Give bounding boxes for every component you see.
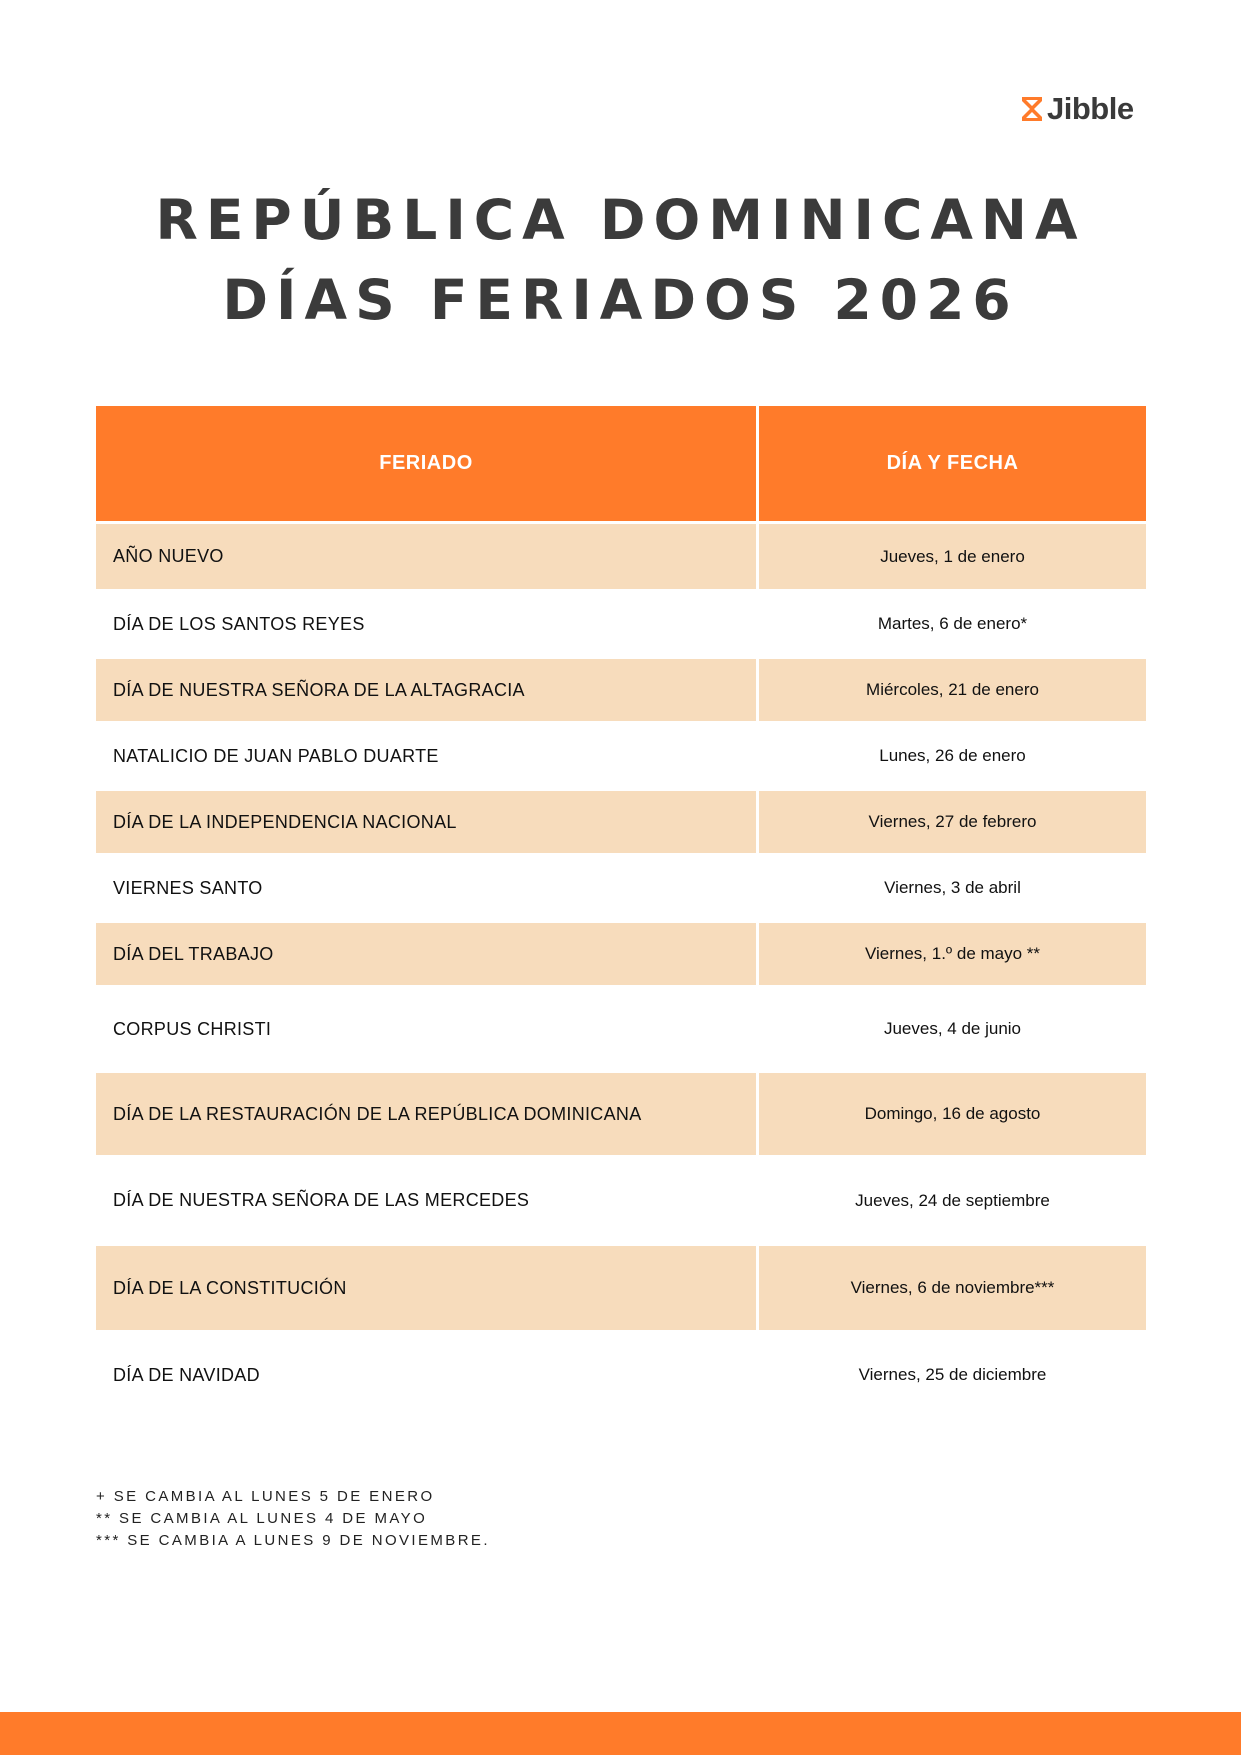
holidays-table — [96, 406, 1146, 1420]
table-row — [96, 791, 1146, 853]
title-line-2: DÍAS FERIADOS 2026 — [222, 268, 1019, 332]
table-row — [96, 1330, 1146, 1420]
title-line-1: REPÚBLICA DOMINICANA — [155, 188, 1086, 252]
holiday-date: Viernes, 25 de diciembre — [858, 1365, 1047, 1384]
footnotes — [96, 1486, 490, 1552]
holiday-date: Viernes, 3 de abril — [884, 878, 1021, 897]
holiday-name: DÍA DE NUESTRA SEÑORA DE LA ALTAGRACIA — [96, 659, 756, 721]
page-title — [0, 180, 1241, 340]
holiday-date: Lunes, 26 de enero — [879, 746, 1026, 765]
jibble-logo — [1020, 92, 1134, 126]
holiday-date: Jueves, 24 de septiembre — [855, 1190, 1050, 1210]
table-row — [96, 853, 1146, 923]
holiday-name: CORPUS CHRISTI — [113, 1018, 272, 1039]
logo-wordmark: Jibble — [1047, 91, 1134, 126]
holiday-date: Jueves, 1 de enero — [759, 524, 1146, 589]
footer-bar — [0, 1712, 1241, 1755]
table-row — [96, 721, 1146, 791]
holiday-name: DÍA DE LA INDEPENDENCIA NACIONAL — [96, 791, 756, 853]
table-row — [96, 589, 1146, 659]
holiday-date: Domingo, 16 de agosto — [759, 1073, 1146, 1155]
holiday-name: DÍA DE NAVIDAD — [113, 1364, 260, 1385]
holiday-name: AÑO NUEVO — [96, 524, 756, 589]
header-holiday: FERIADO — [96, 406, 756, 521]
holiday-name: VIERNES SANTO — [113, 877, 263, 898]
holiday-date: Jueves, 4 de junio — [883, 1019, 1022, 1038]
holiday-name: DÍA DE LA CONSTITUCIÓN — [96, 1246, 756, 1330]
footnote: + SE CAMBIA AL LUNES 5 DE ENERO — [96, 1488, 435, 1505]
holiday-name: DÍA DE LOS SANTOS REYES — [113, 613, 365, 634]
holiday-date: Miércoles, 21 de enero — [759, 659, 1146, 721]
table-row — [96, 985, 1146, 1073]
table-row — [96, 1246, 1146, 1330]
holiday-date: Viernes, 6 de noviembre*** — [759, 1246, 1146, 1330]
table-row — [96, 659, 1146, 721]
table-header-row — [96, 406, 1146, 521]
hourglass-icon — [1020, 95, 1044, 123]
header-date: DÍA Y FECHA — [759, 406, 1146, 521]
table-row — [96, 923, 1146, 985]
holiday-date: Martes, 6 de enero* — [877, 614, 1028, 633]
table-row — [96, 524, 1146, 589]
footnote: ** SE CAMBIA AL LUNES 4 DE MAYO — [96, 1510, 428, 1527]
table-row — [96, 1073, 1146, 1155]
holiday-name: DÍA DEL TRABAJO — [96, 923, 756, 985]
holiday-name: DÍA DE NUESTRA SEÑORA DE LAS MERCEDES — [113, 1190, 530, 1210]
holiday-date: Viernes, 1.º de mayo ** — [759, 923, 1146, 985]
holiday-date: Viernes, 27 de febrero — [759, 791, 1146, 853]
holiday-name: NATALICIO DE JUAN PABLO DUARTE — [113, 745, 439, 766]
holiday-name: DÍA DE LA RESTAURACIÓN DE LA REPÚBLICA DOMINICANA — [96, 1073, 756, 1155]
table-row — [96, 1155, 1146, 1246]
footnote: *** SE CAMBIA A LUNES 9 DE NOVIEMBRE. — [96, 1532, 490, 1549]
